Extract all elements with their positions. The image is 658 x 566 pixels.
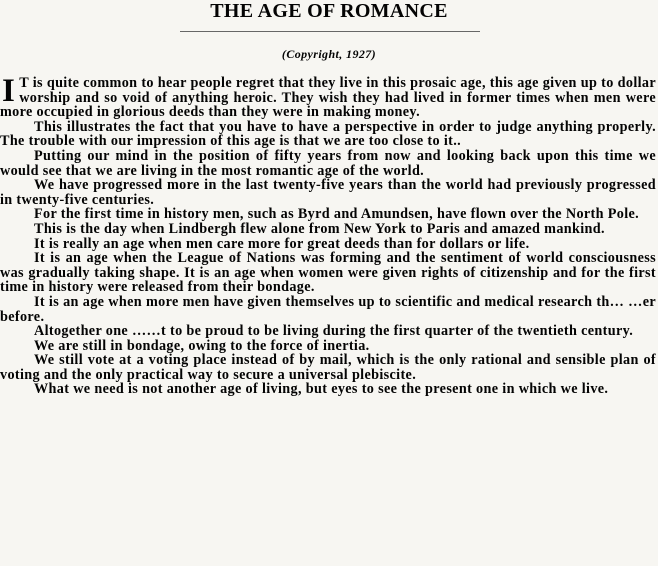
- lead-paragraph: [0, 73, 656, 121]
- paragraph: It is an age when the League of Nations was forming and the sentiment of world consciousness was gradually taking shape. It is an age when women were given rights of citizenship and for the first time in history were released from their bondage.: [0, 250, 656, 296]
- drop-cap: I: [2, 73, 16, 109]
- article-title: THE AGE OF ROMANCE: [210, 0, 448, 22]
- title-divider: [180, 31, 480, 32]
- paragraph: For the first time in history men, such as Byrd and Amundsen, have flown over the North Pole.: [34, 206, 640, 223]
- lead-paragraph-text: T is quite common to hear people regret that they live in this prosaic age, this age given up to dollar worship and so void of anything heroic. They wish they had lived in former times when men were more occupied in glorious deeds than they were in making money.: [0, 75, 656, 121]
- paragraph: Altogether one ……t to be proud to be living during the first quarter of the twentieth century.: [34, 323, 634, 340]
- copyright-line: (Copyright, 1927): [281, 47, 377, 61]
- article-body: [0, 73, 656, 398]
- paragraph: It is an age when more men have given themselves up to scientific and medical research th… …er before.: [0, 293, 656, 325]
- paragraph: What we need is not another age of living, but eyes to see the present one in which we live.: [34, 381, 609, 398]
- paragraph: We have progressed more in the last twenty-five years than the world had previously progressed in twenty-five centuries.: [0, 177, 656, 208]
- paragraph: Putting our mind in the position of fifty years from now and looking back upon this time we would see that we are living in the most romantic age of the world.: [0, 147, 656, 179]
- paragraph: We still vote at a voting place instead of by mail, which is the only rational and sensible plan of voting and the only practical way to secure a universal plebiscite.: [0, 352, 656, 383]
- paragraph: This is the day when Lindbergh flew alone from New York to Paris and amazed mankind.: [34, 220, 605, 237]
- paragraph: This illustrates the fact that you have to have a perspective in order to judge anything properly. The trouble with our impression of this age is that we are too close to it..: [0, 118, 656, 150]
- paragraph: It is really an age when men care more for great deeds than for dollars or life.: [34, 235, 530, 252]
- paragraph: We are still in bondage, owing to the force of inertia.: [34, 337, 370, 354]
